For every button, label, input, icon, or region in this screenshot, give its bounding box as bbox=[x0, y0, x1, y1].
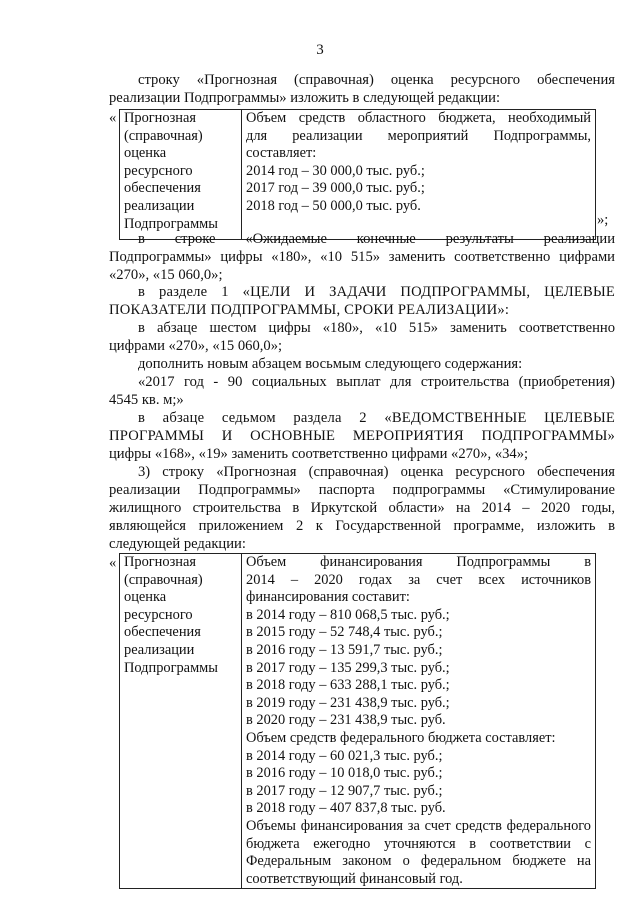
table1-value-cell: Объем средств областного бюджета, необходимый для реализации мероприятий Подпрограммы, составляет: 2014 год – 30 000,0 тыс. руб.; 2017 год – 39 000,0 тыс. руб.; 2018 год – 50 000,0 тыс. руб. bbox=[242, 110, 596, 240]
para-7-cont: ПРОГРАММЫ И ОСНОВНЫЕ МЕРОПРИЯТИЯ ПОДПРОГРАММЫ» bbox=[109, 428, 615, 444]
para-2: в строке «Ожидаемые конечные результаты реализации bbox=[138, 231, 615, 247]
table1-label-cell: Прогнозная (справочная) оценка ресурсного обеспечения реализации Подпрограммы bbox=[120, 110, 242, 240]
para-2-cont: Подпрограммы» цифры «180», «10 515» заменить соответственно цифрами bbox=[109, 249, 615, 265]
table2-value-cell: Объем финансирования Подпрограммы в 2014 – 2020 годах за счет всех источников финансирования составит: в 2014 году – 810 068,5 тыс. руб.; в 2015 году – 52 748,4 тыс. руб.; в 2016 году – 13 591,7 тыс. руб.; в 2017 году – 135 299,3 тыс. руб.; в 2018 году – 633 288,1 тыс. руб.; в 2019 году – 231 438,9 тыс. руб.; в 2020 году – 231 438,9 тыс. руб. Объем средств федерального бюджета составляет: в 2014 году – 60 021,3 тыс. руб.; в 2016 году – 10 018,0 тыс. руб.; в 2017 году – 12 907,7 тыс. руб.; в 2018 году – 407 837,8 тыс. руб. Объемы финансирования за счет средств федерального бюджета ежегодно уточняются в соответствии с Федеральным законом о федеральном бюджете на соответствующий финансовый год. bbox=[242, 554, 596, 889]
close-quote-1: »; bbox=[597, 212, 609, 228]
para-1-cont: реализации Подпрограммы» изложить в следующей редакции: bbox=[109, 90, 501, 106]
para-1: строку «Прогнозная (справочная) оценка ресурсного обеспечения bbox=[138, 72, 615, 88]
para-2-end: «270», «15 060,0»; bbox=[109, 267, 223, 283]
para-3-cont: ПОКАЗАТЕЛИ ПОДПРОГРАММЫ, СРОКИ РЕАЛИЗАЦИИ»: bbox=[109, 302, 510, 318]
open-quote-2: « bbox=[109, 555, 117, 571]
para-8: 3) строку «Прогнозная (справочная) оценка ресурсного обеспечения bbox=[138, 464, 615, 480]
para-7: в абзаце седьмом раздела 2 «ВЕДОМСТВЕННЫЕ ЦЕЛЕВЫЕ bbox=[138, 410, 615, 426]
table2-label-cell: Прогнозная (справочная) оценка ресурсного обеспечения реализации Подпрограммы bbox=[120, 554, 242, 889]
para-8-end: следующей редакции: bbox=[109, 536, 246, 552]
para-8-cont3: являющейся приложением 2 к Государственной программе, изложить в bbox=[109, 518, 615, 534]
para-8-cont2: жилищного строительства в Иркутской области» на 2014 – 2020 годы, bbox=[109, 500, 615, 516]
page-number: 3 bbox=[316, 42, 324, 58]
para-4-cont: цифрами «270», «15 060,0»; bbox=[109, 338, 283, 354]
para-4: в абзаце шестом цифры «180», «10 515» заменить соответственно bbox=[138, 320, 615, 336]
open-quote-1: « bbox=[109, 110, 117, 126]
para-6-cont: 4545 кв. м;» bbox=[109, 392, 184, 408]
para-7-end: цифры «168», «19» заменить соответственно цифрами «270», «34»; bbox=[109, 446, 529, 462]
para-6: «2017 год - 90 социальных выплат для строительства (приобретения) bbox=[138, 374, 615, 390]
para-8-cont1: реализации Подпрограммы» паспорта подпрограммы «Стимулирование bbox=[109, 482, 615, 498]
para-3: в разделе 1 «ЦЕЛИ И ЗАДАЧИ ПОДПРОГРАММЫ, ЦЕЛЕВЫЕ bbox=[138, 284, 615, 300]
resource-table-2 bbox=[119, 553, 596, 889]
para-5: дополнить новым абзацем восьмым следующего содержания: bbox=[138, 356, 523, 372]
resource-table-1 bbox=[119, 109, 596, 240]
